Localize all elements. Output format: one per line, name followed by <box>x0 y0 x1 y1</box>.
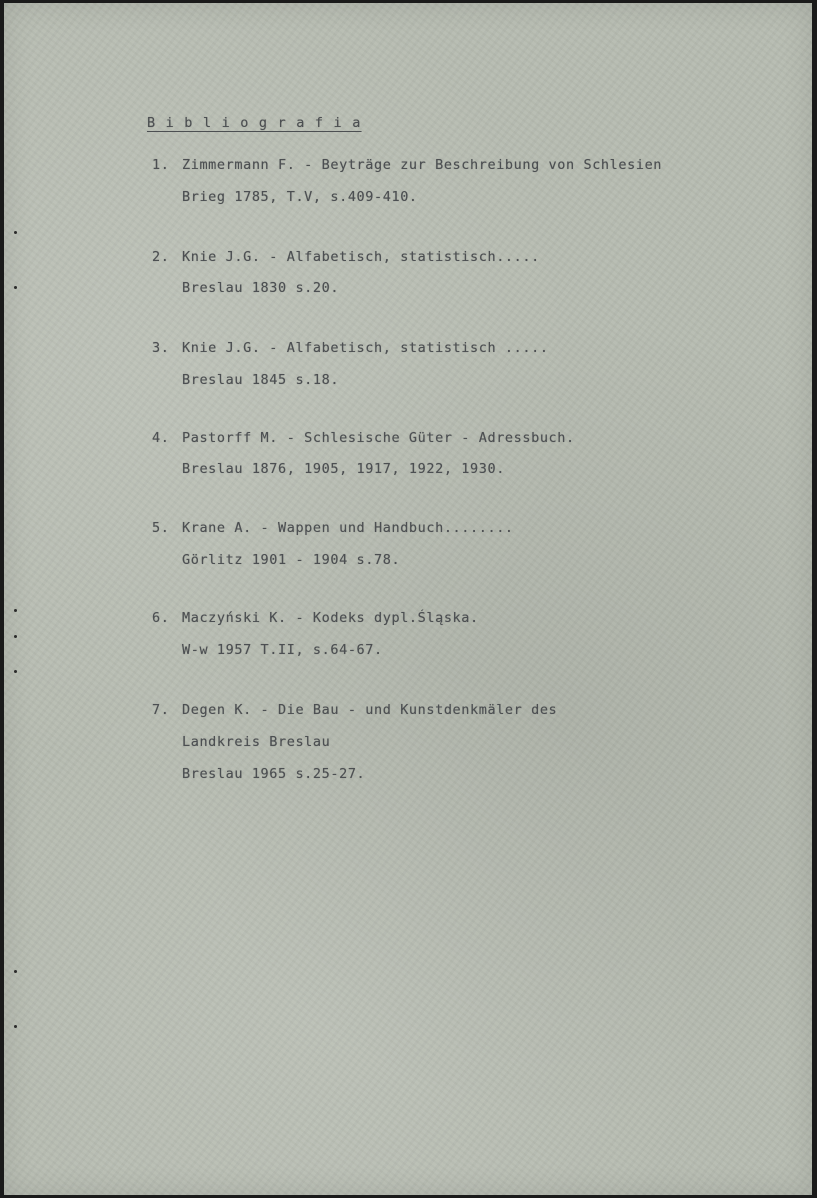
entry-number: 2. <box>152 249 170 265</box>
bibliography-entry-4 <box>152 430 575 486</box>
entry-number: 4. <box>152 430 170 446</box>
entry-number: 3. <box>152 340 170 356</box>
margin-mark <box>14 1025 17 1028</box>
entry-line: Knie J.G. - Alfabetisch, statistisch..... <box>182 249 540 265</box>
entry-line: Breslau 1830 s.20. <box>182 280 340 296</box>
entry-line: Knie J.G. - Alfabetisch, statistisch ..... <box>182 340 549 356</box>
entry-number: 7. <box>152 702 170 718</box>
entry-line: Breslau 1876, 1905, 1917, 1922, 1930. <box>182 461 505 477</box>
bibliography-entry-3 <box>152 340 549 396</box>
entry-line: Krane A. - Wappen und Handbuch........ <box>182 520 514 536</box>
entry-number: 1. <box>152 157 170 173</box>
entry-line: Degen K. - Die Bau - und Kunstdenkmäler des <box>182 702 558 718</box>
entry-number: 5. <box>152 520 170 536</box>
entry-line: W-w 1957 T.II, s.64-67. <box>182 642 383 658</box>
bibliography-entry-6 <box>152 610 479 666</box>
margin-mark <box>14 635 17 638</box>
margin-mark <box>14 609 17 612</box>
entry-line: Zimmermann F. - Beyträge zur Beschreibung von Schlesien <box>182 157 663 173</box>
margin-mark <box>14 670 17 673</box>
entry-number: 6. <box>152 610 170 626</box>
bibliography-entry-1 <box>152 157 663 213</box>
margin-mark <box>14 231 17 234</box>
entry-line: Brieg 1785, T.V, s.409-410. <box>182 189 418 205</box>
margin-mark <box>14 970 17 973</box>
entry-line: Breslau 1965 s.25-27. <box>182 766 366 782</box>
entry-line: Görlitz 1901 - 1904 s.78. <box>182 552 401 568</box>
entry-line: Breslau 1845 s.18. <box>182 372 340 388</box>
bibliography-entry-2 <box>152 249 540 305</box>
entry-line: Landkreis Breslau <box>182 734 331 750</box>
bibliography-entry-7 <box>152 702 558 782</box>
page-title: B i b l i o g r a f i a <box>147 115 362 131</box>
bibliography-entry-5 <box>152 520 514 576</box>
document-page <box>4 3 812 1195</box>
margin-mark <box>14 286 17 289</box>
entry-line: Pastorff M. - Schlesische Güter - Adressbuch. <box>182 430 575 446</box>
entry-line: Maczyński K. - Kodeks dypl.Śląska. <box>182 610 479 626</box>
